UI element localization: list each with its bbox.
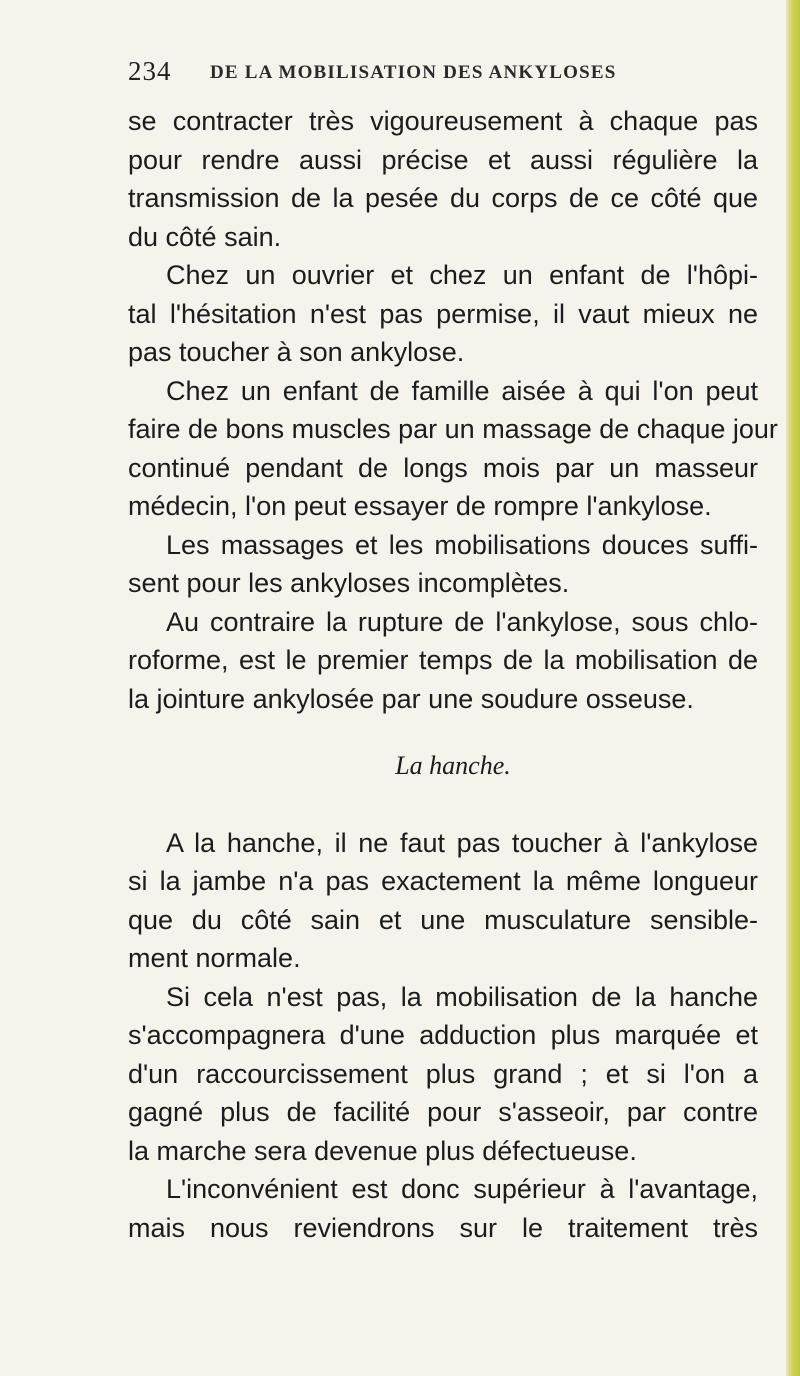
page-edge bbox=[786, 0, 800, 1376]
text-line: gagné plus de facilité pour s'asseoir, par contre bbox=[128, 1097, 758, 1127]
text-line: transmission de la pesée du corps de ce côté que bbox=[128, 183, 758, 213]
text-line: se contracter très vigoureusement à chaque pas bbox=[128, 106, 758, 136]
text-line: roforme, est le premier temps de la mobilisation de bbox=[128, 645, 758, 675]
text-line: continué pendant de longs mois par un masseur bbox=[128, 452, 758, 483]
text-line: du côté sain. bbox=[128, 221, 282, 252]
text-line: ment normale. bbox=[128, 943, 301, 973]
body-text bbox=[128, 102, 778, 1247]
text-line: d'un raccourcissement plus grand ; et si l'on a bbox=[128, 1058, 758, 1089]
text-line: Les massages et les mobilisations douces suffi- bbox=[166, 529, 758, 560]
text-line: faire de bons muscles par un massage de chaque jour bbox=[128, 414, 778, 444]
text-line: pour rendre aussi précise et aussi régulière la bbox=[128, 144, 758, 175]
text-line: s'accompagnera d'une adduction plus marquée et bbox=[128, 1020, 758, 1050]
text-line: Au contraire la rupture de l'ankylose, sous chlo- bbox=[166, 606, 758, 637]
text-line: pas toucher à son ankylose. bbox=[128, 337, 465, 367]
text-line: sent pour les ankyloses incomplètes. bbox=[128, 568, 570, 598]
text-line: Chez un ouvrier et chez un enfant de l'hôpi- bbox=[166, 260, 758, 290]
running-title: DE LA MOBILISATION DES ANKYLOSES bbox=[210, 62, 617, 83]
text-line: la marche sera devenue plus défectueuse. bbox=[128, 1135, 637, 1166]
text-line: Chez un enfant de famille aisée à qui l'on peut bbox=[166, 375, 758, 406]
text-line: A la hanche, il ne faut pas toucher à l'ankylose bbox=[166, 827, 758, 858]
text-line: la jointure ankylosée par une soudure osseuse. bbox=[128, 683, 694, 714]
section-heading: La hanche. bbox=[395, 751, 511, 780]
text-line: que du côté sain et une musculature sensible- bbox=[128, 904, 758, 935]
text-line: tal l'hésitation n'est pas permise, il vaut mieux ne bbox=[128, 298, 758, 329]
text-line: L'inconvénient est donc supérieur à l'avantage, bbox=[166, 1174, 758, 1204]
text-line: Si cela n'est pas, la mobilisation de la hanche bbox=[166, 981, 758, 1012]
page-header bbox=[128, 56, 768, 96]
page-number: 234 bbox=[128, 56, 172, 86]
text-line: mais nous reviendrons sur le traitement très bbox=[128, 1212, 758, 1243]
text-line: si la jambe n'a pas exactement la même longueur bbox=[128, 866, 758, 896]
text-line: médecin, l'on peut essayer de rompre l'ankylose. bbox=[128, 491, 712, 521]
